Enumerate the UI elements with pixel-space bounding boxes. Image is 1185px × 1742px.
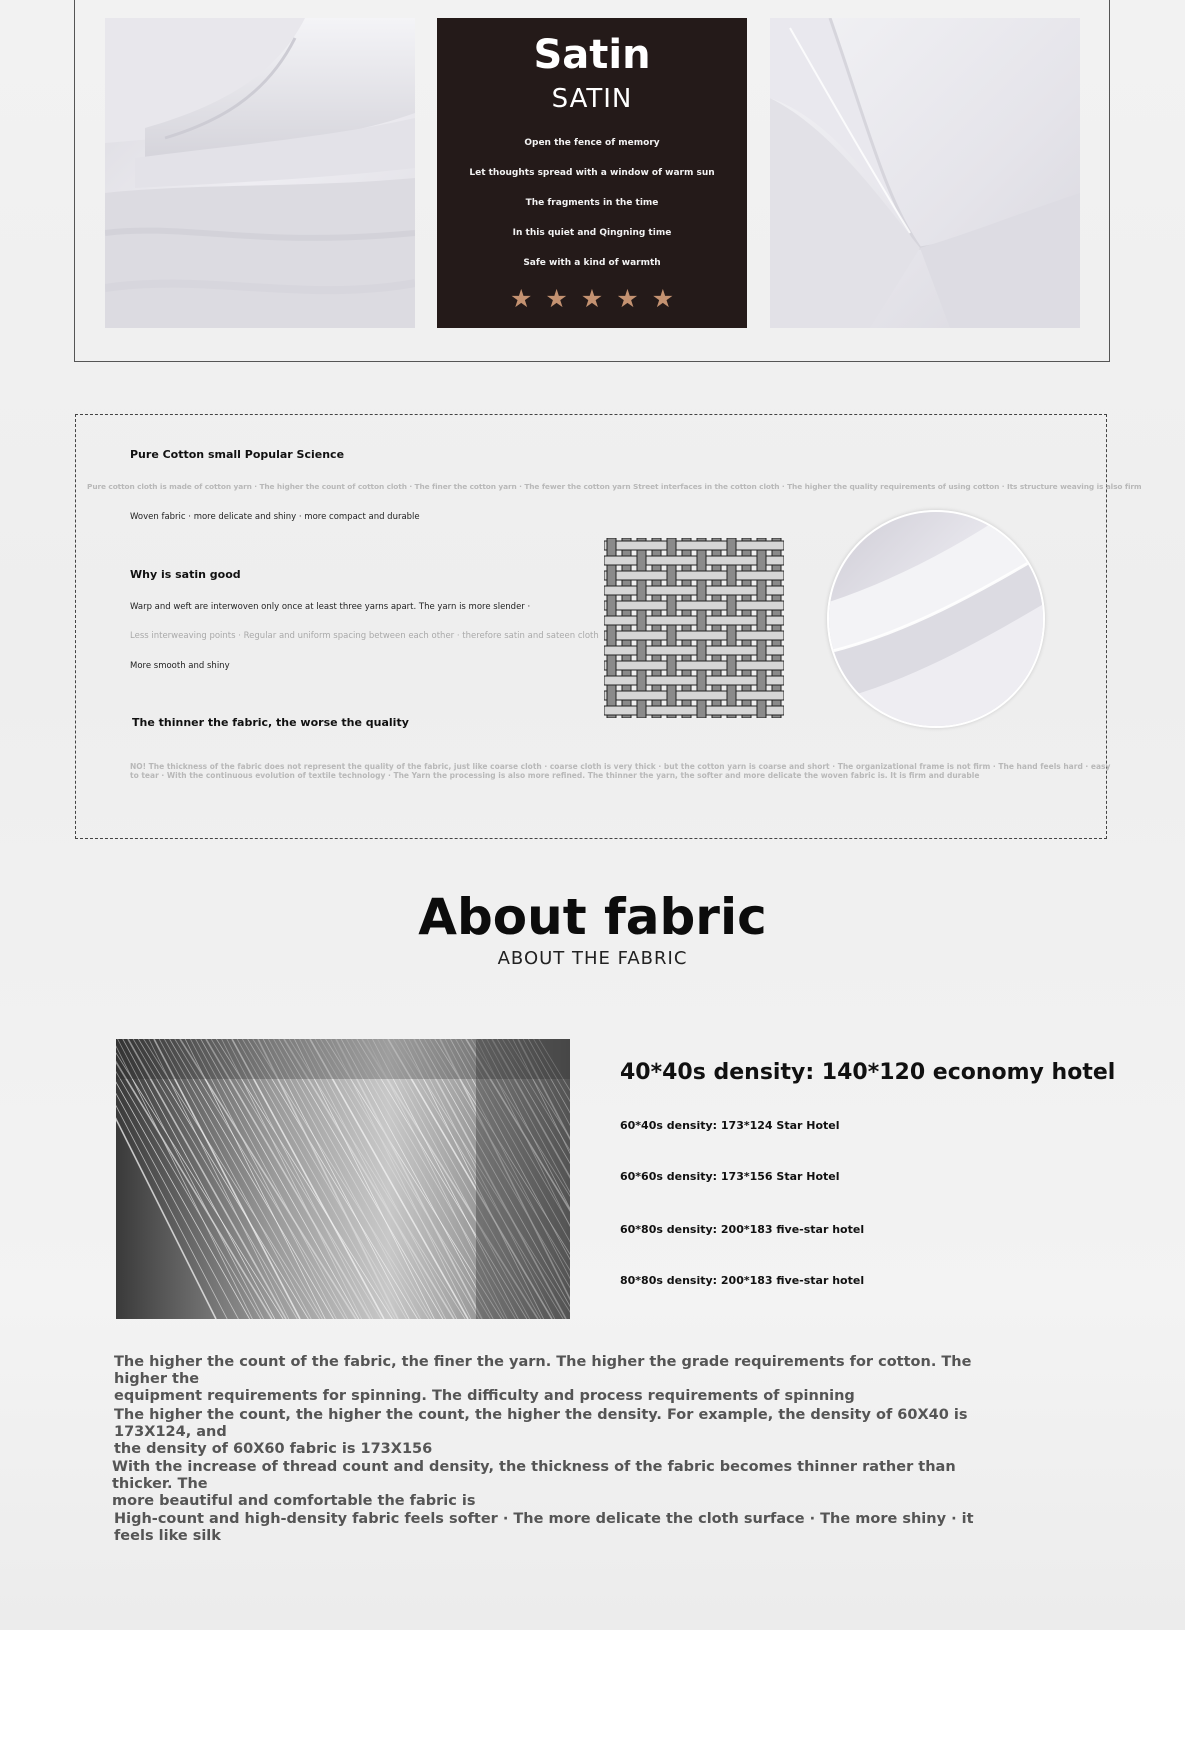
satin-fabric-closeup [827, 510, 1045, 728]
satin-reason-line: Less interweaving points · Regular and uniform spacing between each other · therefore satin and sateen cloth [130, 631, 599, 641]
thinner-fabric-description: to tear · With the continuous evolution of textile technology · The Yarn the processing is also more refined. The thinner the yarn, the softer and more delicate the woven fabric is. It is firm and durable [130, 771, 980, 780]
paragraph-line: equipment requirements for spinning. The difficulty and process requirements of spinning [114, 1388, 855, 1404]
satin-line: Safe with a kind of warmth [523, 258, 661, 268]
density-item: 60*40s density: 173*124 Star Hotel [620, 1119, 840, 1132]
thinner-fabric-heading: The thinner the fabric, the worse the quality [132, 716, 409, 729]
density-item: 60*60s density: 173*156 Star Hotel [620, 1170, 840, 1183]
thinner-fabric-description: NO! The thickness of the fabric does not represent the quality of the fabric, just like coarse cloth · coarse cloth is very thick · but the cotton yarn is coarse and short · The organizational frame is not firm · The hand feels hard · easy [130, 762, 1111, 771]
satin-intro-card [437, 18, 747, 328]
fabric-thickness-paragraph [112, 1459, 1012, 1510]
density-item: 80*80s density: 200*183 five-star hotel [620, 1274, 865, 1287]
star-icon: ★ [509, 284, 533, 313]
paragraph-line: more beautiful and comfortable the fabric is [112, 1493, 476, 1509]
satin-line: Let thoughts spread with a window of warm sun [469, 168, 715, 178]
satin-reason-line: More smooth and shiny [130, 661, 230, 671]
loom-threads-photo [116, 1039, 570, 1319]
satin-reason-line: Warp and weft are interwoven only once at least three yarns apart. The yarn is more slender · [130, 602, 531, 612]
satin-subtitle: SATIN [551, 84, 633, 114]
fabric-count-paragraph [114, 1354, 1014, 1405]
pure-cotton-heading: Pure Cotton small Popular Science [130, 448, 345, 461]
about-fabric-title: About fabric [418, 888, 767, 946]
paragraph-line: the density of 60X60 fabric is 173X156 [114, 1441, 433, 1457]
satin-line: In this quiet and Qingning time [512, 228, 672, 238]
paragraph-line: With the increase of thread count and density, the thickness of the fabric becomes thinner rather than thicker. The [112, 1459, 956, 1492]
star-icon: ★ [580, 284, 604, 313]
paragraph-line: The higher the count of the fabric, the finer the yarn. The higher the grade requirements for cotton. The higher the [114, 1354, 972, 1387]
star-icon: ★ [651, 284, 675, 313]
star-icon: ★ [545, 284, 568, 313]
bedding-photo-right [770, 18, 1080, 328]
paragraph-line: The higher the count, the higher the count, the higher the density. For example, the density of 60X40 is 173X124, and [114, 1407, 968, 1440]
about-fabric-subtitle: ABOUT THE FABRIC [497, 948, 688, 969]
why-satin-heading: Why is satin good [130, 568, 241, 581]
bedding-photo-left [105, 18, 415, 328]
paragraph-line: High-count and high-density fabric feels softer · The more delicate the cloth surface · The more shiny · it feels like silk [114, 1511, 974, 1544]
satin-title: Satin [533, 32, 651, 78]
fabric-softness-paragraph [114, 1511, 1014, 1545]
star-rating [437, 286, 747, 311]
density-item: 60*80s density: 200*183 five-star hotel [620, 1223, 865, 1236]
satin-weave-diagram [604, 538, 784, 718]
density-economy-hotel: 40*40s density: 140*120 economy hotel [620, 1060, 1116, 1085]
satin-line: Open the fence of memory [524, 138, 660, 148]
star-icon: ★ [616, 284, 639, 313]
satin-line: The fragments in the time [525, 198, 659, 208]
woven-fabric-note: Woven fabric · more delicate and shiny · more compact and durable [130, 512, 420, 522]
pure-cotton-description: Pure cotton cloth is made of cotton yarn · The higher the count of cotton cloth · The finer the cotton yarn · The fewer the cotton yarn Street interfaces in the cotton cloth · The higher the quality requirements of using cotton · Its structure weaving is also firm [87, 482, 1142, 491]
fabric-density-paragraph [114, 1407, 1014, 1458]
